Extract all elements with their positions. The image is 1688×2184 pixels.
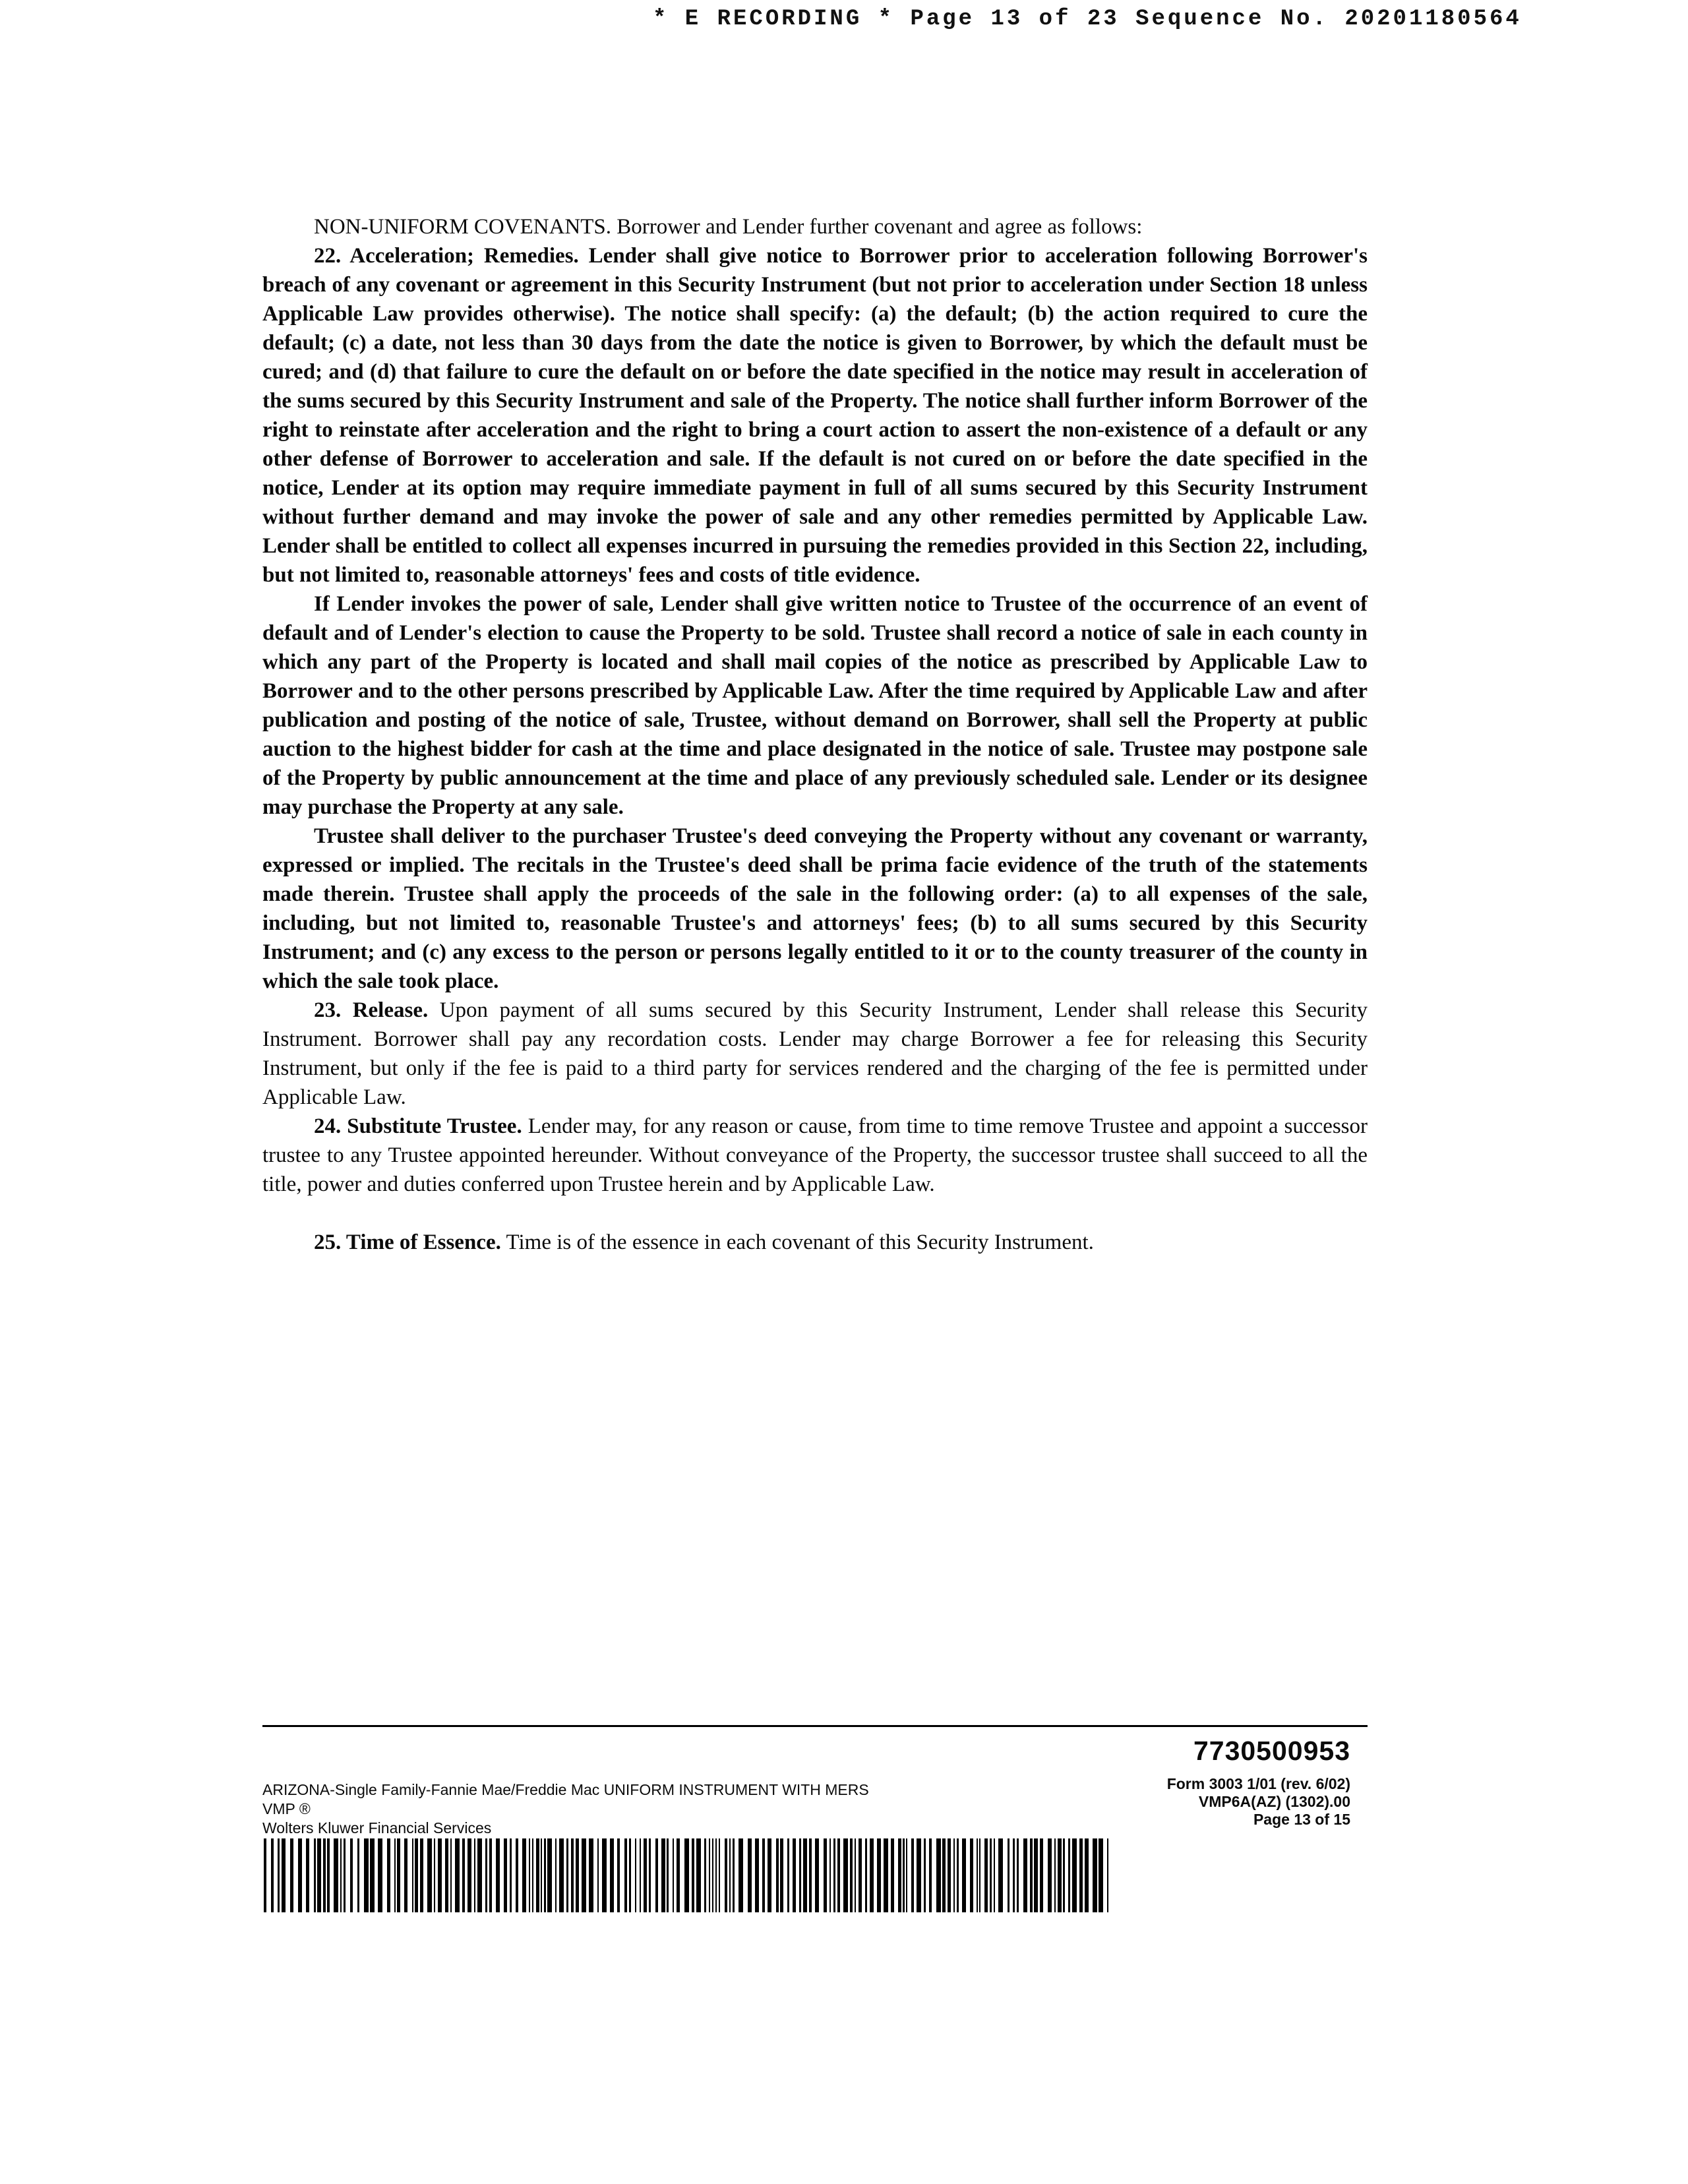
vmp-form-code: VMP6A(AZ) (1302).00	[1198, 1793, 1350, 1810]
section-23-paragraph	[262, 996, 1368, 1112]
footer-right-block	[922, 1775, 1350, 1829]
recording-header: * E RECORDING * Page 13 of 23 Sequence No. 20201180564	[653, 7, 1522, 32]
vmp-label: VMP ®	[262, 1800, 311, 1817]
wolters-kluwer-label: Wolters Kluwer Financial Services	[262, 1819, 492, 1836]
page-number: Page 13 of 15	[1253, 1811, 1350, 1828]
section-22-paragraph	[262, 241, 1368, 590]
section-24-paragraph	[262, 1112, 1368, 1199]
document-body	[262, 212, 1368, 1257]
section-24-heading: 24. Substitute Trustee.	[314, 1114, 522, 1138]
covenants-intro-paragraph: NON-UNIFORM COVENANTS. Borrower and Lender further covenant and agree as follows:	[314, 215, 1143, 239]
footer-left-block	[262, 1780, 988, 1838]
form-number: Form 3003 1/01 (rev. 6/02)	[1166, 1775, 1350, 1792]
footer-divider	[262, 1725, 1368, 1727]
trustee-deed-paragraph: Trustee shall deliver to the purchaser Trustee's deed conveying the Property without any covenant or warranty, expressed or implied. The recitals in the Trustee's deed shall be prima facie evidence of the truth of the statements made therein. Trustee shall apply the proceeds of the sale in the following order: (a) to all expenses of the sale, including, but not limited to, reasonable Trustee's and attorneys' fees; (b) to all sums secured by this Security Instrument; and (c) any excess to the person or persons legally entitled to it or to the county treasurer of the county in which the sale took place.	[262, 824, 1368, 993]
instrument-form-name: ARIZONA-Single Family-Fannie Mae/Freddie Mac UNIFORM INSTRUMENT WITH MERS	[262, 1781, 869, 1798]
section-23-heading: 23. Release.	[314, 998, 429, 1022]
section-24-text: Lender may, for any reason or cause, from time to time remove Trustee and appoint a successor trustee to any Trustee appointed hereunder. Without conveyance of the Property, the successor trustee shall succeed to all the title, power and duties conferred upon Trustee herein and by Applicable Law.	[262, 1114, 1368, 1196]
section-25-heading: 25. Time of Essence.	[314, 1230, 501, 1254]
power-of-sale-paragraph: If Lender invokes the power of sale, Lender shall give written notice to Trustee of the occurrence of an event of default and of Lender's election to cause the Property to be sold. Trustee shall record a notice of sale in each county in which any part of the Property is located and shall mail copies of the notice as prescribed by Applicable Law to Borrower and to the other persons prescribed by Applicable Law. After the time required by Applicable Law and after publication and posting of the notice of sale, Trustee, without demand on Borrower, shall sell the Property at public auction to the highest bidder for cash at the time and place designated in the notice of sale. Trustee may postpone sale of the Property by public announcement at the time and place of any previously scheduled sale. Lender or its designee may purchase the Property at any sale.	[262, 592, 1368, 819]
section-22-text: Lender shall give notice to Borrower prior to acceleration following Borrower's breach of any covenant or agreement in this Security Instrument (but not prior to acceleration under Section 18 unless Applicable Law provides otherwise). The notice shall specify: (a) the default; (b) the action required to cure the default; (c) a date, not less than 30 days from the date the notice is given to Borrower, by which the default must be cured; and (d) that failure to cure the default on or before the date specified in the notice may result in acceleration of the sums secured by this Security Instrument and sale of the Property. The notice shall further inform Borrower of the right to reinstate after acceleration and the right to bring a court action to assert the non-existence of a default or any other defense of Borrower to acceleration and sale. If the default is not cured on or before the date specified in the notice, Lender at its option may require immediate payment in full of all sums secured by this Security Instrument without further demand and may invoke the power of sale and any other remedies permitted by Applicable Law. Lender shall be entitled to collect all expenses incurred in pursuing the remedies provided in this Section 22, including, but not limited to, reasonable attorneys' fees and costs of title evidence.	[262, 244, 1368, 587]
section-22-heading: 22. Acceleration; Remedies.	[314, 244, 579, 268]
section-23-text: Upon payment of all sums secured by this Security Instrument, Lender shall release this Security Instrument. Borrower shall pay any recordation costs. Lender may charge Borrower a fee for releasing this Security Instrument, but only if the fee is paid to a third party for services rendered and the charging of the fee is permitted under Applicable Law.	[262, 998, 1368, 1109]
section-25-text: Time is of the essence in each covenant of this Security Instrument.	[506, 1230, 1094, 1254]
section-25-paragraph	[262, 1228, 1368, 1257]
barcode	[264, 1838, 1110, 1912]
loan-number: 7730500953	[1193, 1736, 1350, 1766]
